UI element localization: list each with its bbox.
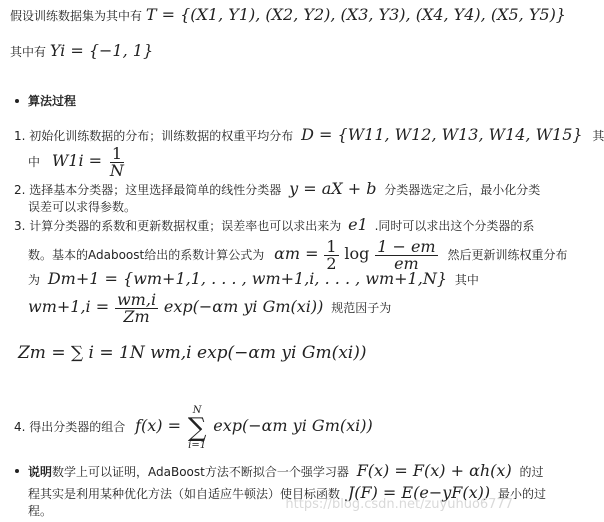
note-text-b: 的过 bbox=[519, 465, 544, 479]
step-1-line-1 bbox=[14, 126, 604, 145]
step-3-text-d: 然后更新训练权重分布 bbox=[447, 248, 568, 262]
bullet-icon bbox=[15, 469, 19, 473]
intro-line-1 bbox=[10, 6, 566, 25]
weight-denominator: Zm bbox=[123, 307, 150, 326]
formula-alpha: αm = bbox=[274, 244, 319, 263]
step-1-text-b: 其 bbox=[592, 129, 604, 143]
step-3-text-f: 其中 bbox=[454, 273, 479, 287]
step-2-line-2: 误差可以求得参数。 bbox=[28, 200, 137, 214]
fraction-error-ratio bbox=[375, 239, 437, 272]
error-ratio-numerator: 1 − em bbox=[377, 237, 436, 256]
step-3-line-3 bbox=[28, 270, 479, 289]
step-1-line-2 bbox=[28, 146, 128, 179]
step-3-text: 3. 计算分类器的系数和更新数据权重；误差率也可以求出来为 bbox=[14, 219, 342, 233]
fraction-denominator: N bbox=[109, 161, 124, 180]
note-text-d: 最小的过 bbox=[497, 487, 546, 501]
note-text-c: 程其实是利用某种优化方法（如自适应牛顿法）使目标函数 bbox=[28, 487, 341, 501]
step-3-line-4 bbox=[28, 288, 391, 327]
intro-prefix: 假设训练数据集为其中有 bbox=[10, 9, 143, 23]
error-ratio-denominator: em bbox=[394, 254, 419, 273]
formula-combo-rhs: exp(−αm yi Gm(xi)) bbox=[213, 416, 373, 435]
step-2-text: 2. 选择基本分类器；这里选择最简单的线性分类器 bbox=[14, 183, 282, 197]
formula-combo-lhs: f(x) = bbox=[135, 416, 182, 435]
note-label: 说明 bbox=[28, 465, 53, 479]
step-1-text-c: 中 bbox=[28, 155, 41, 169]
where-text: 其中有 bbox=[10, 45, 47, 59]
sum-lower-limit: i=1 bbox=[188, 439, 207, 451]
summation bbox=[188, 405, 207, 451]
note-text-a: 数学上可以证明，AdaBoost方法不断拟合一个强学习器 bbox=[52, 465, 349, 479]
formula-w1i: W1i = bbox=[51, 151, 103, 170]
step-3-text-g: 规范因子为 bbox=[331, 301, 392, 315]
step-4-line bbox=[14, 400, 373, 453]
formula-weight-lhs: wm+1,i = bbox=[28, 297, 110, 316]
step-2-line-1 bbox=[14, 180, 540, 199]
fraction-half bbox=[324, 239, 338, 272]
formula-weights-D: D = {W11, W12, W13, W14, W15} bbox=[301, 125, 583, 144]
step-3-text-e: 为 bbox=[28, 273, 41, 287]
step-1-text: 1. 初始化训练数据的分布；训练数据的权重平均分布 bbox=[14, 129, 294, 143]
formula-distribution-update: Dm+1 = {wm+1,1, . . . , wm+1,i, . . . , wm+1,N} bbox=[47, 269, 447, 288]
log-operator: log bbox=[344, 244, 370, 263]
formula-strong-learner: F(x) = F(x) + αh(x) bbox=[356, 461, 512, 480]
formula-training-set: T = {(X1, Y1), (X2, Y2), (X3, Y3), (X4, Y4), (X5, Y5)} bbox=[145, 5, 566, 24]
formula-linear-classifier: y = aX + b bbox=[289, 179, 377, 198]
formula-normalizer: Zm = ∑ i = 1N wm,i exp(−αm yi Gm(xi)) bbox=[18, 343, 367, 363]
weight-numerator: wm,i bbox=[116, 290, 157, 309]
step-2-text-b: 分类器选定之后，最小化分类 bbox=[384, 183, 541, 197]
half-numerator: 1 bbox=[326, 237, 337, 256]
section-title: 算法过程 bbox=[28, 94, 77, 108]
formula-e1: e1 bbox=[348, 215, 368, 234]
fraction-1-over-N bbox=[108, 146, 126, 179]
watermark: https://blog.csdn.net/zuyuhuo6777 bbox=[285, 497, 513, 512]
formula-objective: J(F) = E(e−yF(x)) bbox=[347, 483, 491, 502]
fraction-numerator: 1 bbox=[111, 144, 122, 163]
fraction-weight bbox=[115, 292, 158, 325]
step-3-text-b: .同时可以求出这个分类器的系 bbox=[374, 219, 535, 233]
half-denominator: 2 bbox=[326, 254, 337, 273]
intro-line-2 bbox=[10, 42, 153, 61]
step-3-text-c: 数。基本的Adaboost给出的系数计算公式为 bbox=[28, 248, 265, 262]
formula-labels: Yi = {−1, 1} bbox=[49, 41, 154, 60]
step-4-text: 4. 得出分类器的组合 bbox=[14, 420, 126, 434]
note-line-1 bbox=[28, 462, 544, 481]
sigma-icon: ∑ bbox=[187, 412, 207, 443]
note-line-3: 程。 bbox=[28, 504, 53, 518]
formula-weight-rhs: exp(−αm yi Gm(xi)) bbox=[163, 297, 324, 316]
sum-upper-limit: N bbox=[192, 404, 202, 416]
bullet-icon bbox=[15, 99, 19, 103]
